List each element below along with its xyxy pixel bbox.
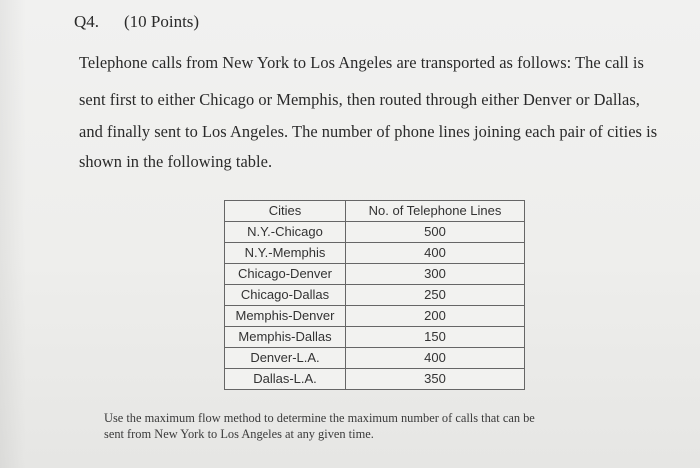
lines-cell: 400: [346, 243, 525, 264]
table-row: [225, 264, 525, 285]
cities-cell: Memphis-Dallas: [225, 327, 346, 348]
cities-cell: Dallas-L.A.: [225, 369, 346, 390]
table-header-row: [225, 201, 525, 222]
table-row: [225, 243, 525, 264]
note-line-1: Use the maximum flow method to determine the maximum number of calls that can be: [104, 411, 535, 425]
lines-cell: 400: [346, 348, 525, 369]
table-row: [225, 348, 525, 369]
lines-cell: 150: [346, 327, 525, 348]
lines-cell: 200: [346, 306, 525, 327]
phone-lines-table: [224, 200, 525, 390]
paragraph-line-2: sent first to either Chicago or Memphis, then routed through either Denver or Dallas,: [79, 90, 640, 109]
instruction-note: [104, 410, 535, 442]
question-points: (10 Points): [124, 12, 200, 31]
table-row: [225, 222, 525, 243]
paragraph-line-3: and finally sent to Los Angeles. The number of phone lines joining each pair of cities is: [79, 122, 658, 141]
question-number: Q4.: [74, 12, 100, 31]
lines-cell: 300: [346, 264, 525, 285]
lines-cell: 250: [346, 285, 525, 306]
header-cities: Cities: [225, 201, 346, 222]
cities-cell: N.Y.-Chicago: [225, 222, 346, 243]
note-line-2: sent from New York to Los Angeles at any given time.: [104, 427, 374, 441]
table-row: [225, 327, 525, 348]
cities-cell: N.Y.-Memphis: [225, 243, 346, 264]
cities-cell: Chicago-Denver: [225, 264, 346, 285]
paragraph-line-4: shown in the following table.: [79, 152, 273, 171]
cities-cell: Denver-L.A.: [225, 348, 346, 369]
lines-cell: 500: [346, 222, 525, 243]
cities-cell: Chicago-Dallas: [225, 285, 346, 306]
paragraph-line-1: Telephone calls from New York to Los Angeles are transported as follows: The call is: [79, 53, 644, 72]
table-row: [225, 306, 525, 327]
cities-cell: Memphis-Denver: [225, 306, 346, 327]
table-row: [225, 369, 525, 390]
table-row: [225, 285, 525, 306]
lines-cell: 350: [346, 369, 525, 390]
header-lines: No. of Telephone Lines: [346, 201, 525, 222]
page-edge-shadow: [0, 0, 26, 468]
